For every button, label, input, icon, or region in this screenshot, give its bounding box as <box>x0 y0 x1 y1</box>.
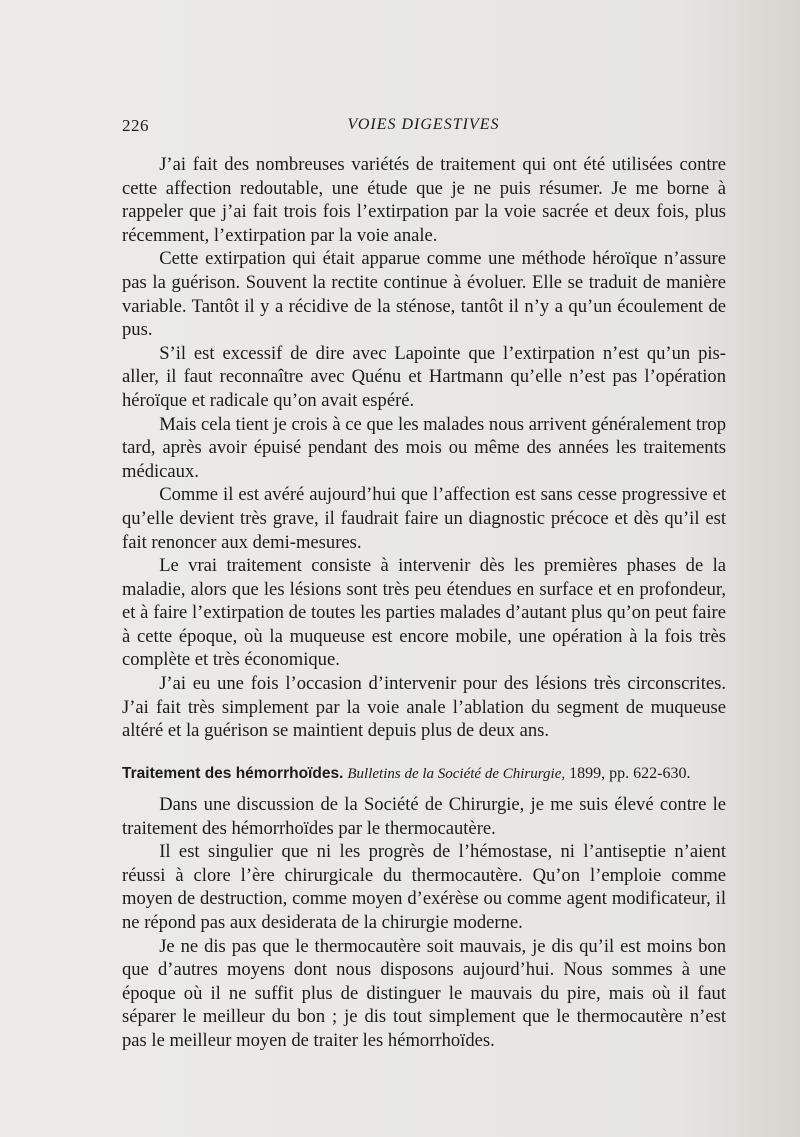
paragraph: J’ai fait des nombreuses variétés de traitement qui ont été utilisées contre cette affection redoutable, une étude que je ne puis résumer. Je me borne à rappeler que j’ai fait trois fois l’extirpation par la voie sacrée et deux fois, plus récemment, l’extirpation par la voie anale. <box>122 154 726 246</box>
page-number: 226 <box>122 116 149 135</box>
section-heading <box>122 763 742 785</box>
section-title: Traitement des hémorrhoïdes. <box>122 765 344 782</box>
paragraph: J’ai eu une fois l’occasion d’intervenir pour des lésions très circonscrites. J’ai fait très simplement par la voie anale l’ablation du segment de muqueuse altéré et la guérison se maintient depuis plus de deux ans. <box>122 673 726 742</box>
paragraph: Dans une discussion de la Société de Chirurgie, je me suis élevé contre le traitement des hémorrhoïdes par le thermocautère. <box>122 794 726 839</box>
page-header <box>122 116 725 140</box>
section-details: 1899, pp. 622-630. <box>569 765 691 782</box>
body-text-top <box>122 153 726 743</box>
running-title: VOIES DIGESTIVES <box>347 116 500 133</box>
paragraph: Cette extirpation qui était apparue comme une méthode héroïque n’assure pas la guérison. Souvent la rectite continue à évoluer. Elle se traduit de manière variable. Tantôt il y a récidive de la sténose, tantôt il n’y a qu’un écoulement de pus. <box>122 248 726 341</box>
paragraph: Mais cela tient je crois à ce que les malades nous arrivent généralement trop tard, après avoir épuisé pendant des mois ou même des années les traitements médicaux. <box>122 413 726 482</box>
paragraph: Le vrai traitement consiste à intervenir dès les premières phases de la maladie, alors que les lésions sont très peu étendues en surface et en profondeur, et à faire l’extirpation de toutes les parties malades d’autant plus qu’on peut faire à cette époque, où la muqueuse est encore mobile, une opération à la fois très complète et très économique. <box>122 555 726 671</box>
section-source: Bulletins de la Société de Chirurgie, <box>347 766 566 782</box>
body-text-bottom <box>122 793 726 1053</box>
paragraph: Comme il est avéré aujourd’hui que l’affection est sans cesse progressive et qu’elle devient très grave, il faudrait faire un diagnostic précoce et dès qu’il est fait renoncer aux demi-mesures. <box>122 484 726 553</box>
paragraph: S’il est excessif de dire avec Lapointe que l’extirpation n’est qu’un pis-aller, il faut reconnaître avec Quénu et Hartmann qu’elle n’est pas l’opération héroïque et radicale qu’on avait espéré. <box>122 342 726 411</box>
paragraph: Il est singulier que ni les progrès de l’hémostase, ni l’antiseptie n’aient réussi à clore l’ère chirurgicale du thermocautère. Qu’on l’emploie comme moyen de destruction, comme moyen d’exérèse ou comme agent modificateur, il ne répond pas aux desiderata de la chirurgie moderne. <box>122 841 726 933</box>
paragraph: Je ne dis pas que le thermocautère soit mauvais, je dis qu’il est moins bon que d’autres moyens dont nous disposons aujourd’hui. Nous sommes à une époque où il ne suffit plus de distinguer le mauvais du pire, mais où il faut séparer le meilleur du bon ; je dis tout simplement que le thermocautère n’est pas le meilleur moyen de traiter les hémorrhoïdes. <box>122 935 726 1051</box>
